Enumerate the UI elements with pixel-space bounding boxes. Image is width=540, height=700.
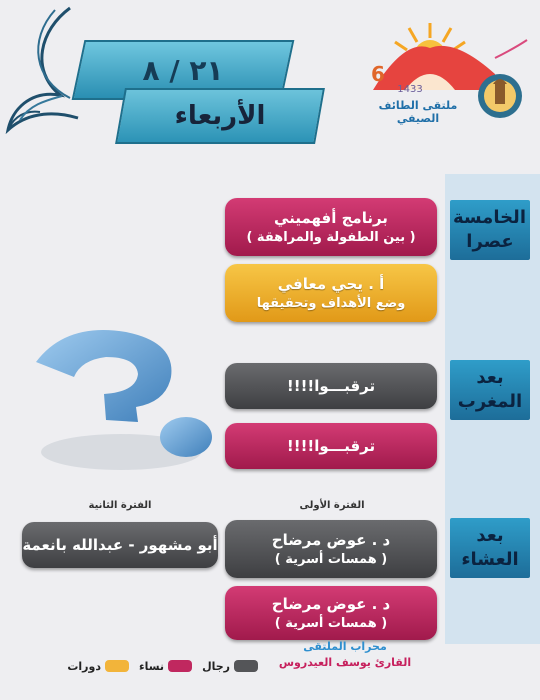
logo-number: 6 <box>371 62 385 86</box>
session-maghrib-men <box>225 363 437 409</box>
legend-men-label: رجال <box>202 659 230 673</box>
time-asr: الخامسة عصرا <box>450 200 530 260</box>
session-isha-second-period <box>22 522 218 568</box>
legend-courses <box>67 660 129 673</box>
session-title: برنامج أفهميني <box>274 209 388 227</box>
session-asr-course <box>225 264 437 322</box>
legend-men-swatch <box>234 660 258 672</box>
session-maghrib-women <box>225 423 437 469</box>
session-topic: ( همسات أسرية ) <box>274 616 388 631</box>
period-first-heading: الفترة الأولى <box>299 500 365 511</box>
session-speaker: أبو مشهور - عبدالله بانعمة <box>22 536 218 554</box>
session-speaker: أ . يحي معافي <box>277 275 385 293</box>
time-maghrib: بعد المغرب <box>450 360 530 420</box>
session-asr-program <box>225 198 437 256</box>
legend-women-swatch <box>168 660 192 672</box>
legend <box>18 656 258 676</box>
logo-year: 1433 <box>397 84 423 95</box>
legend-women-label: نساء <box>138 659 165 673</box>
session-topic: وضع الأهداف وتحقيقها <box>256 296 406 311</box>
legend-courses-swatch <box>105 660 129 672</box>
session-speaker: د . عوض مرضاح <box>271 531 391 549</box>
time-isha: بعد العشاء <box>450 518 530 578</box>
date-label: ٢١ / ٨ <box>142 53 224 87</box>
session-isha-men <box>225 520 437 578</box>
session-speaker: د . عوض مرضاح <box>271 595 391 613</box>
reciter-name: القارئ يوسف العيدروس <box>278 656 412 669</box>
day-label: الأربعاء <box>174 101 266 131</box>
session-subtitle: ( بين الطفولة والمراهقة ) <box>246 230 416 245</box>
session-title: ترقبـــوا!!!! <box>286 437 376 455</box>
logo-title: ملتقى الطائف الصيفي <box>378 99 458 125</box>
mihrab-label: محراب الملتقى <box>303 640 387 653</box>
session-topic: ( همسات أسرية ) <box>274 552 388 567</box>
session-isha-women <box>225 586 437 640</box>
period-second-heading: الفترة الثانية <box>88 500 152 511</box>
question-mark-icon <box>26 322 216 482</box>
legend-courses-label: دورات <box>67 659 101 673</box>
legend-men <box>202 660 258 673</box>
session-title: ترقبـــوا!!!! <box>286 377 376 395</box>
legend-women <box>139 660 192 673</box>
